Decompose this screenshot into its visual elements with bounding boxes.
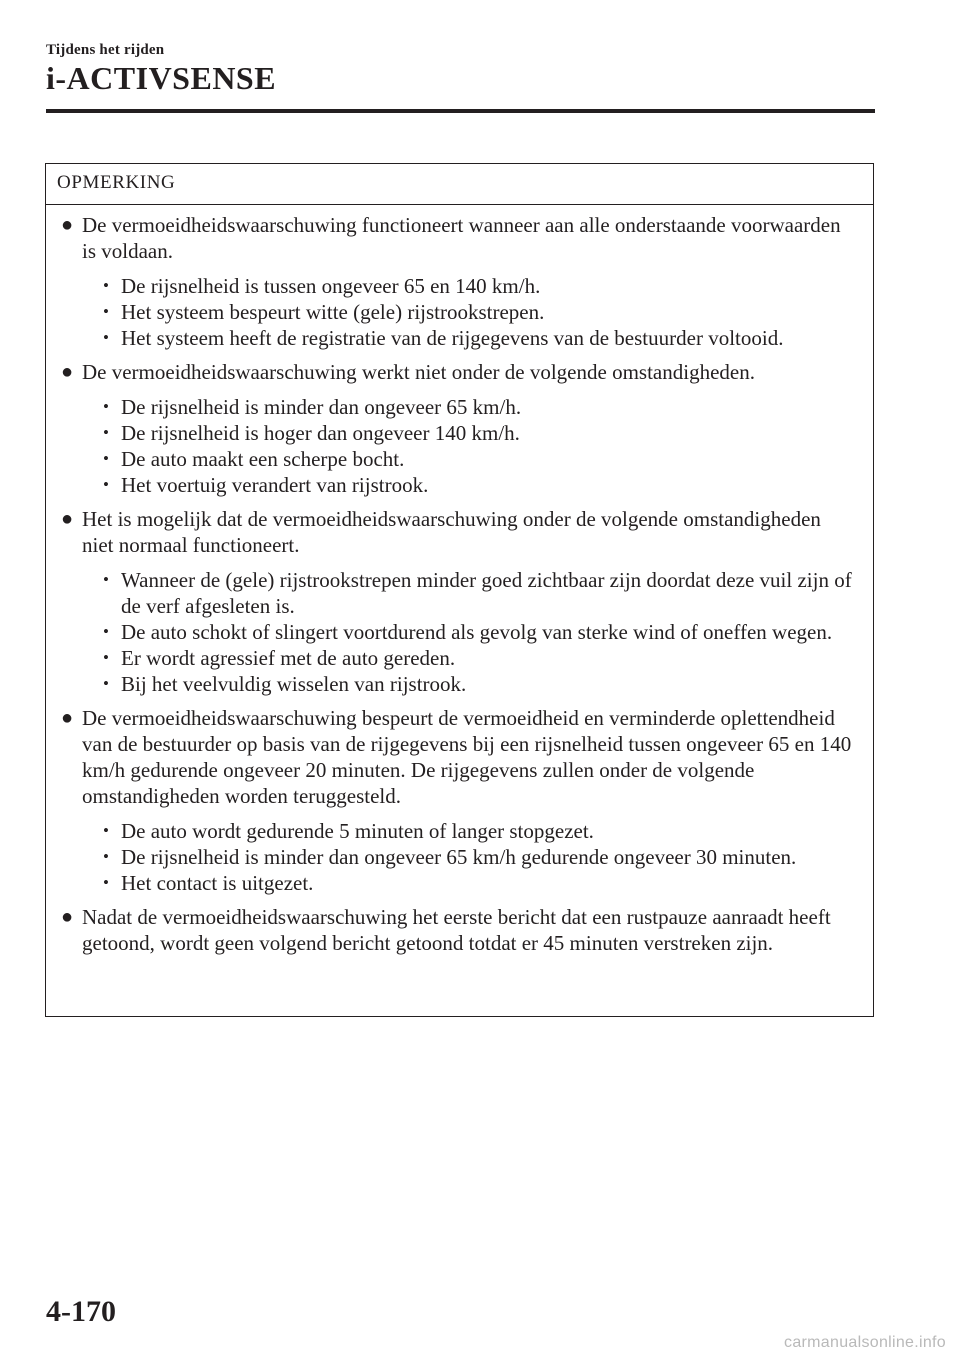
small-bullet-icon: • — [103, 475, 109, 494]
bullet-icon: ● — [60, 906, 74, 928]
sub-list-item — [96, 671, 857, 697]
bullet-icon: ● — [60, 707, 74, 729]
sub-list-item — [96, 325, 857, 351]
sub-list-item-text: De rijsnelheid is minder dan ongeveer 65 km/h. — [121, 395, 522, 419]
sub-list-item — [96, 273, 857, 299]
sub-list-item — [96, 870, 857, 896]
sub-list-item-text: De auto maakt een scherpe bocht. — [121, 447, 405, 471]
page-number: 4-170 — [46, 1295, 116, 1328]
small-bullet-icon: • — [103, 276, 109, 295]
sub-list-item-text: Het voertuig verandert van rijstrook. — [121, 473, 429, 497]
sub-list-item — [96, 394, 857, 420]
small-bullet-icon: • — [103, 821, 109, 840]
small-bullet-icon: • — [103, 622, 109, 641]
note-item-text: Nadat de vermoeidheidswaarschuwing het eerste bericht dat een rustpauze aanraadt heeft getoond, wordt geen volgend bericht getoond totdat er 45 minuten verstreken zijn. — [82, 905, 831, 955]
note-box — [45, 163, 874, 1017]
note-item — [57, 705, 857, 896]
chapter-title: i-ACTIVSENSE — [46, 60, 277, 96]
sub-list-item-text: De rijsnelheid is hoger dan ongeveer 140 km/h. — [121, 421, 520, 445]
small-bullet-icon: • — [103, 873, 109, 892]
note-item — [57, 212, 857, 351]
sub-list-item-text: Het systeem bespeurt witte (gele) rijstrookstrepen. — [121, 300, 545, 324]
note-item-text: De vermoeidheidswaarschuwing functioneert wanneer aan alle onderstaande voorwaarden is voldaan. — [82, 213, 841, 263]
sub-list-item-text: De rijsnelheid is tussen ongeveer 65 en 140 km/h. — [121, 274, 541, 298]
sub-list-item-text: Het systeem heeft de registratie van de rijgegevens van de bestuurder voltooid. — [121, 326, 784, 350]
sub-list-item — [96, 818, 857, 844]
small-bullet-icon: • — [103, 674, 109, 693]
sub-list-item-text: Het contact is uitgezet. — [121, 871, 314, 895]
section-label: Tijdens het rijden — [46, 42, 165, 58]
sub-list-item-text: Bij het veelvuldig wisselen van rijstrook. — [121, 672, 467, 696]
small-bullet-icon: • — [103, 570, 109, 589]
small-bullet-icon: • — [103, 328, 109, 347]
sub-list — [82, 394, 857, 498]
watermark: carmanualsonline.info — [784, 1334, 946, 1351]
note-body — [46, 205, 873, 956]
small-bullet-icon: • — [103, 397, 109, 416]
small-bullet-icon: • — [103, 302, 109, 321]
sub-list — [82, 818, 857, 896]
bullet-icon: ● — [60, 508, 74, 530]
sub-list-item — [96, 844, 857, 870]
header-rule — [46, 109, 875, 113]
sub-list — [82, 567, 857, 697]
sub-list — [82, 273, 857, 351]
note-item-text: De vermoeidheidswaarschuwing werkt niet onder de volgende omstandigheden. — [82, 360, 755, 384]
bullet-icon: ● — [60, 361, 74, 383]
note-item — [57, 904, 857, 956]
small-bullet-icon: • — [103, 847, 109, 866]
sub-list-item-text: De auto schokt of slingert voortdurend als gevolg van sterke wind of oneffen wegen. — [121, 620, 833, 644]
note-item-text: De vermoeidheidswaarschuwing bespeurt de vermoeidheid en verminderde oplettendheid van de bestuurder op basis van de rijgegevens bij een rijsnelheid tussen ongeveer 65 en 140 km/h gedurende ongeveer 20 minuten. De rijgegevens zullen onder de volgende omstandigheden worden teruggesteld. — [82, 706, 852, 808]
sub-list-item — [96, 472, 857, 498]
note-heading: OPMERKING — [46, 164, 873, 205]
note-item — [57, 506, 857, 697]
sub-list-item — [96, 645, 857, 671]
sub-list-item-text: De rijsnelheid is minder dan ongeveer 65 km/h gedurende ongeveer 30 minuten. — [121, 845, 797, 869]
sub-list-item-text: De auto wordt gedurende 5 minuten of langer stopgezet. — [121, 819, 594, 843]
sub-list-item-text: Er wordt agressief met de auto gereden. — [121, 646, 456, 670]
note-item-text: Het is mogelijk dat de vermoeidheidswaarschuwing onder de volgende omstandigheden niet normaal functioneert. — [82, 507, 821, 557]
sub-list-item — [96, 446, 857, 472]
small-bullet-icon: • — [103, 423, 109, 442]
sub-list-item — [96, 567, 857, 619]
sub-list-item — [96, 619, 857, 645]
sub-list-item — [96, 420, 857, 446]
small-bullet-icon: • — [103, 648, 109, 667]
sub-list-item-text: Wanneer de (gele) rijstrookstrepen minder goed zichtbaar zijn doordat deze vuil zijn of de verf afgesleten is. — [121, 568, 852, 618]
small-bullet-icon: • — [103, 449, 109, 468]
note-item — [57, 359, 857, 498]
bullet-icon: ● — [60, 214, 74, 236]
sub-list-item — [96, 299, 857, 325]
